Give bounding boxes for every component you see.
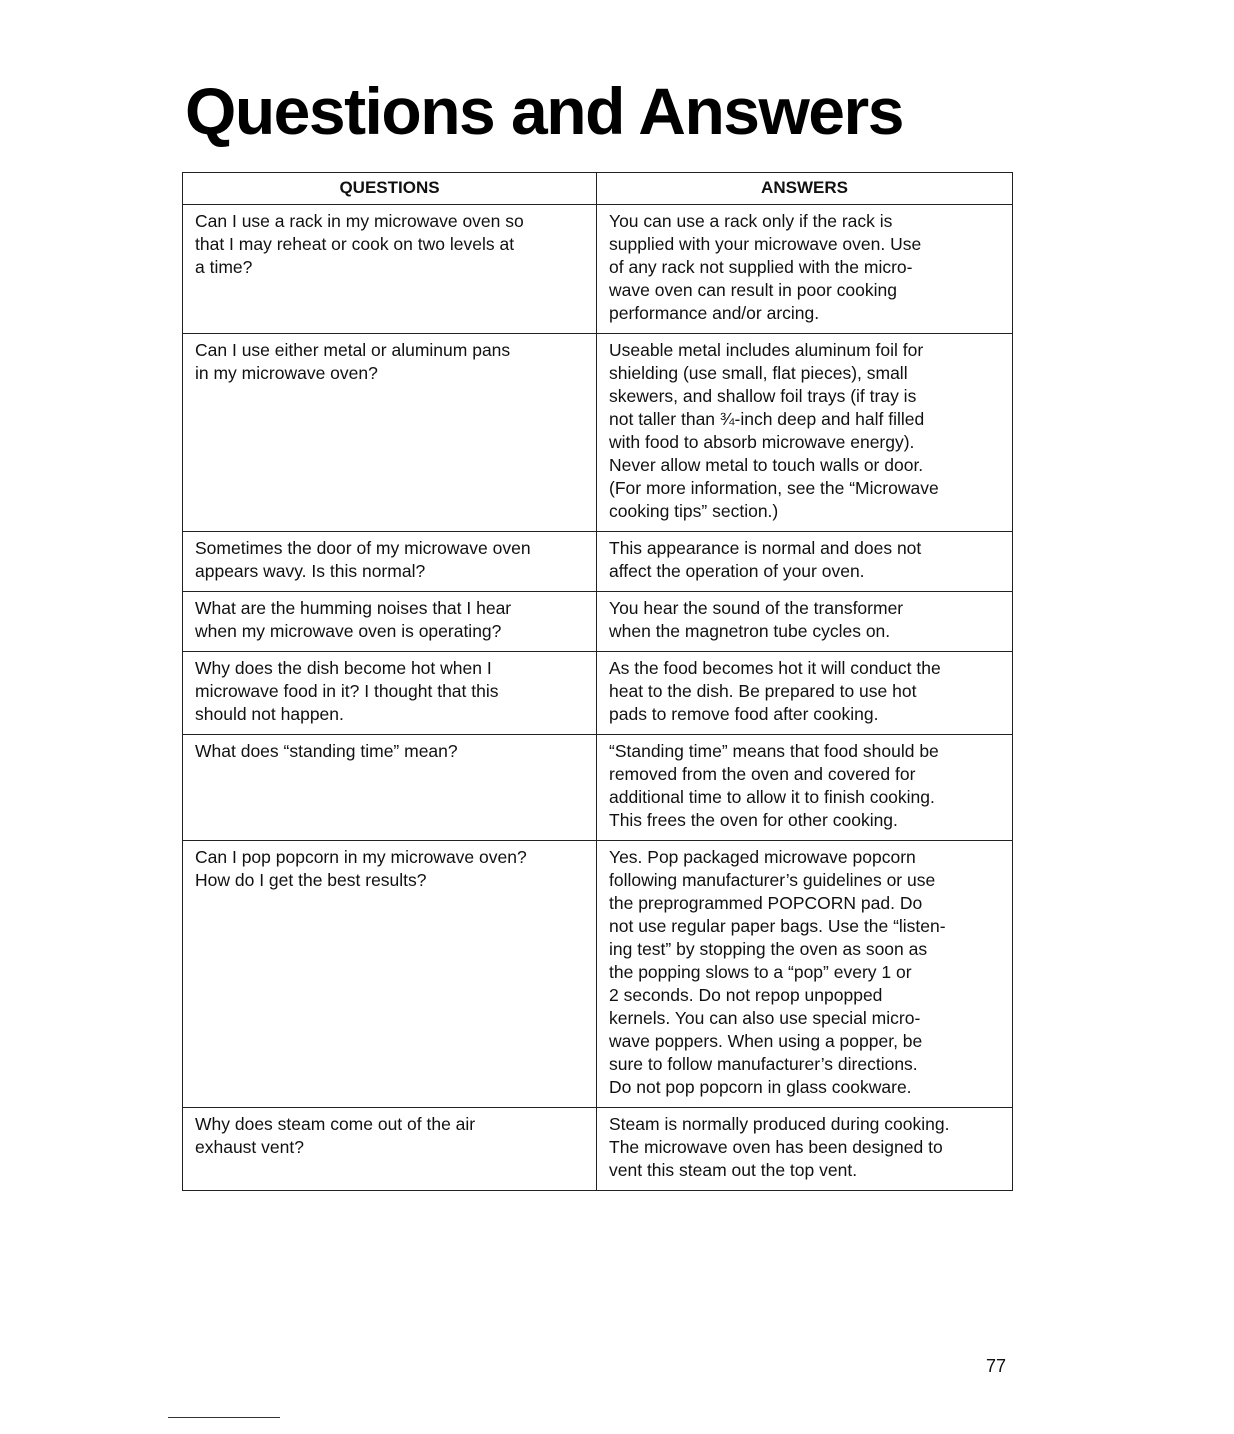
page-number: 77 [986,1356,1007,1376]
question-cell: Can I use either metal or aluminum pans in my microwave oven? [183,334,597,532]
question-cell: What are the humming noises that I hear when my microwave oven is operating? [183,592,597,652]
answer-cell: You hear the sound of the transformer when the magnetron tube cycles on. [597,592,1013,652]
table-header-row [183,173,1013,205]
table-row [183,1108,1013,1191]
question-cell: Sometimes the door of my microwave oven appears wavy. Is this normal? [183,532,597,592]
answer-cell: Steam is normally produced during cooking. The microwave oven has been designed to vent this steam out the top vent. [597,1108,1013,1191]
table-row [183,735,1013,841]
answer-cell: Useable metal includes aluminum foil for shielding (use small, flat pieces), small skewers, and shallow foil trays (if tray is not taller than ¾-inch deep and half filled with food to absorb microwave energy). Never allow metal to touch walls or door. (For more information, see the “Microwave cooking tips” section.) [597,334,1013,532]
table-row [183,592,1013,652]
question-cell: What does “standing time” mean? [183,735,597,841]
question-cell: Why does the dish become hot when I microwave food in it? I thought that this should not happen. [183,652,597,735]
page-title: Questions and Answers [185,74,903,148]
qa-table [182,172,1013,1191]
table-row [183,334,1013,532]
answer-cell: You can use a rack only if the rack is supplied with your microwave oven. Use of any rack not supplied with the micro- wave oven can result in poor cooking performance and/or arcing. [597,205,1013,334]
question-cell: Can I use a rack in my microwave oven so that I may reheat or cook on two levels at a time? [183,205,597,334]
answer-cell: This appearance is normal and does not affect the operation of your oven. [597,532,1013,592]
answers-column-header: ANSWERS [597,173,1013,205]
question-cell: Can I pop popcorn in my microwave oven? How do I get the best results? [183,841,597,1108]
table-row [183,652,1013,735]
footer-rule [168,1417,280,1418]
answer-cell: Yes. Pop packaged microwave popcorn following manufacturer’s guidelines or use the preprogrammed POPCORN pad. Do not use regular paper bags. Use the “listen- ing test” by stopping the oven as soon as the popping slows to a “pop” every 1 or 2 seconds. Do not repop unpopped kernels. You can also use special micro- wave poppers. When using a popper, be sure to follow manufacturer’s directions. Do not pop popcorn in glass cookware. [597,841,1013,1108]
table-row [183,532,1013,592]
table-row [183,841,1013,1108]
answer-cell: “Standing time” means that food should be removed from the oven and covered for additional time to allow it to finish cooking. This frees the oven for other cooking. [597,735,1013,841]
answer-cell: As the food becomes hot it will conduct the heat to the dish. Be prepared to use hot pads to remove food after cooking. [597,652,1013,735]
questions-column-header: QUESTIONS [183,173,597,205]
table-row [183,205,1013,334]
question-cell: Why does steam come out of the air exhaust vent? [183,1108,597,1191]
